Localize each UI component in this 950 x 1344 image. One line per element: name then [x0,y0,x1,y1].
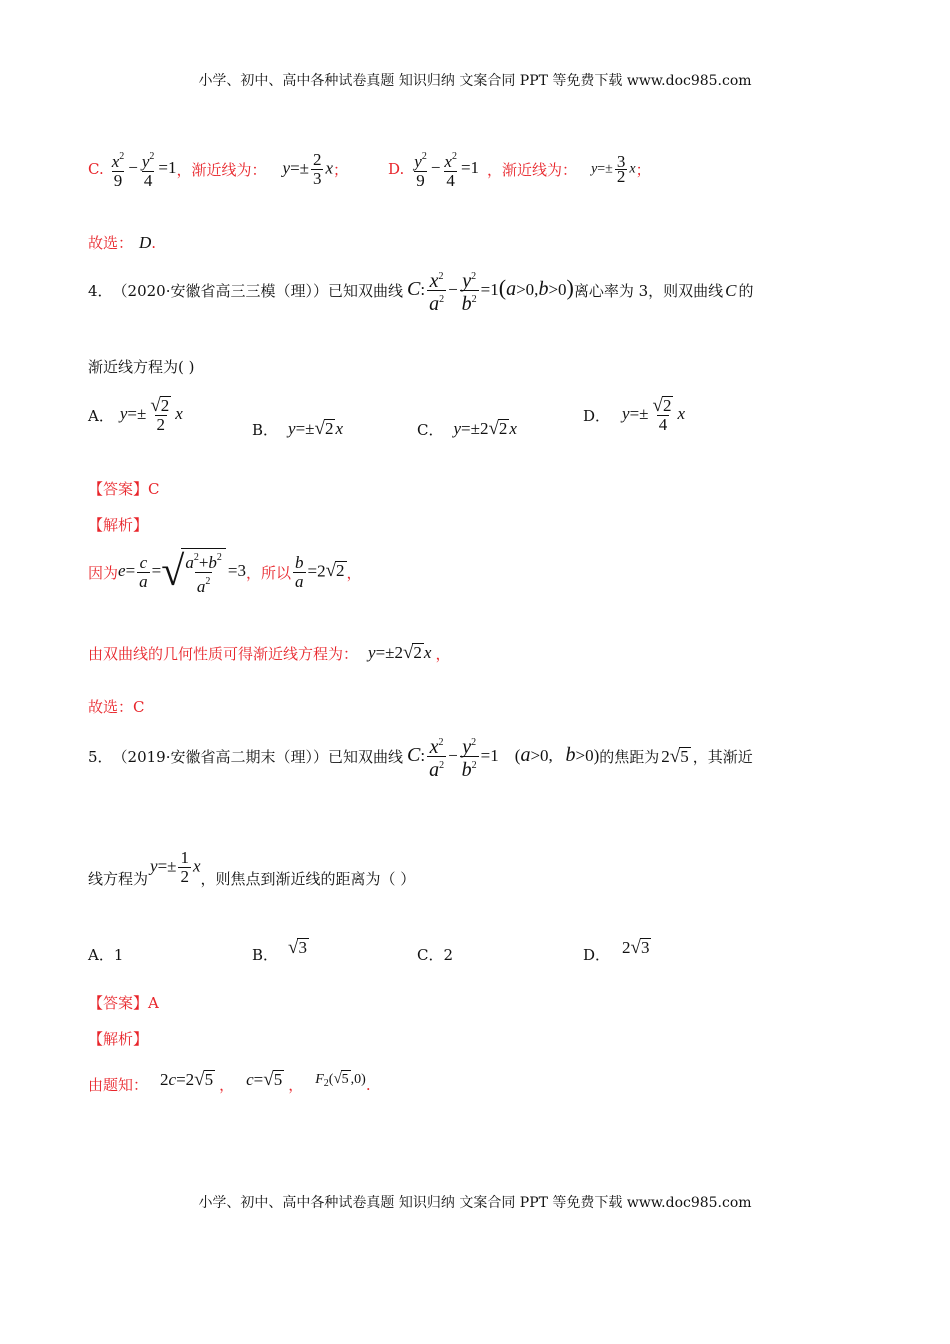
q5-option-b [252,930,309,965]
q5-stem-line1 [88,734,753,779]
q4-hyperbola-equation: C: $\frac{x^2}{a^2}$ − $\frac{y^2}{b^2}$ =1(a>0,b>0) [407,270,574,315]
q5-option-c [417,930,453,965]
q4-option-c-label: C． [417,420,444,439]
q3-choose-label: 故选： [88,234,134,252]
q3-option-c-asymptote: y=± $\frac{2}{3}$ x [282,149,334,188]
q3-option-c-equation: $\frac{x^2}{9}$ − $\frac{y^2}{4}$ =1 [111,151,177,190]
q4-stem-line2: 渐近线方程为( ) [88,358,195,376]
q5-line2-post: ，则焦点到渐近线的距离为（ ） [200,870,416,888]
q3-option-d-end: ； [635,160,651,179]
q3-option-c-asymptote-label: ，渐近线为： [176,160,267,179]
q5-option-d [583,930,651,965]
q4-option-d-label: D． [583,406,611,425]
q4-answer [88,478,160,499]
q5-solution-sep2: ， [288,1076,304,1094]
q4-solution-text: 由双曲线的几何性质可得渐近线方程为： [88,644,359,663]
q5-stem-line2 [88,846,415,889]
q3-option-d-asymptote-label: ，渐近线为： [487,160,578,179]
q5-line2-pre: 线方程为 [88,870,149,888]
q4-option-d-math: y=± $\frac{√2}{4}$ x [622,395,685,434]
q4-solution-because: 因为 [88,563,119,582]
q4-option-a-label: A． [88,406,114,425]
q4-source: （2020·安徽省高三三模（理））已知双曲线 [112,282,403,300]
q3-option-c-end: ； [333,160,349,179]
q3-option-d-asymptote: y=± $\frac{3}{2}$ x [591,151,636,186]
q5-solution-text: 由题知： [88,1076,149,1094]
q5-number: 5． [88,748,113,766]
q5-answer-value: A [148,994,159,1012]
q5-answer-label: 【答案】 [88,994,149,1012]
q4-de: 的 [738,282,754,300]
q4-option-b [252,418,343,440]
q4-number: 4． [88,282,113,300]
q5-hyperbola-equation: C: $\frac{x^2}{a^2}$ − $\frac{y^2}{b^2}$ =1 (a>0, b>0) [407,736,600,781]
q4-option-d [583,396,685,434]
q3-option-c-label: C. [88,160,104,178]
q4-solution-line1-end: ， [346,563,362,582]
q4-option-b-label: B． [252,420,279,439]
q4-solution-line1 [88,548,362,596]
q5-option-a-label: A．1 [88,946,124,964]
q4-solution-so: ，所以 [246,563,292,582]
q5-answer [88,992,159,1013]
q5-solution-end: . [365,1075,371,1094]
q4-option-a [88,396,183,434]
q4-curve-name: C [725,280,737,300]
q4-solution-line2 [88,642,450,664]
q4-option-b-math: y=±√2 x [288,418,343,439]
q3-choose-answer: D [139,233,152,252]
q4-answer-value: C [148,480,160,498]
q4-choose: 故选：C [88,698,145,716]
q4-option-a-math: y=± $\frac{√2}{2}$ x [119,395,183,434]
q4-option-c [417,418,517,440]
q3-option-c [88,148,348,190]
q5-solution-focal: 2c=2√5 [160,1068,214,1090]
q5-focal-value: 2√5 [661,745,689,767]
q4-ratio-formula: $\frac{b}{a}$ =2√2 [295,552,345,591]
q4-stem-line1 [88,268,754,313]
q4-option-c-math: y=±2√2 x [453,418,517,439]
q4-analysis-label: 【解析】 [88,516,149,534]
q3-choose-end: . [151,234,157,252]
q5-solution-focus: $F_2(√5$ ,0) [315,1071,366,1089]
q5-source: （2019·安徽省高二期末（理））已知双曲线 [112,748,403,766]
q5-analysis-label: 【解析】 [88,1030,149,1048]
q5-option-c-label: C．2 [417,946,454,964]
q4-condition: 离心率为 3，则双曲线 [573,282,724,300]
q5-asymptote: y=± $\frac{1}{2}$ x [150,848,201,886]
q5-option-d-label: D． [583,946,611,964]
q5-tail: ，其渐近 [692,748,753,766]
q4-solution-asymptote: y=±2√2 x [368,642,432,663]
q5-option-a [88,930,123,965]
q4-solution-line2-end: ， [435,644,451,663]
q5-option-b-math: √3 [288,936,307,958]
q5-option-b-label: B． [252,946,279,964]
q3-option-d [388,148,651,190]
q3-option-d-label: D. [388,160,405,178]
q4-eccentricity-formula: e= $\frac{c}{a}$ =√ $\frac{a^2+b^2}{a^2}$ =3 [118,549,246,596]
q5-solution-c: c=√5 [246,1068,283,1090]
q5-solution-sep1: ， [219,1076,235,1094]
page-footer: 小学、初中、高中各种试卷真题 知识归纳 文案合同 PPT 等免费下载 www.doc985.com [198,1195,752,1211]
q4-answer-label: 【答案】 [88,480,149,498]
q5-solution [88,1064,371,1095]
q3-option-d-equation: $\frac{y^2}{9}$ − $\frac{x^2}{4}$ =1 [414,151,480,190]
q5-option-d-math: 2√3 [622,936,650,958]
q5-focal-text: 的焦距为 [599,748,660,766]
page-header: 小学、初中、高中各种试卷真题 知识归纳 文案合同 PPT 等免费下载 www.doc985.com [198,73,752,89]
q3-choose [88,232,156,253]
